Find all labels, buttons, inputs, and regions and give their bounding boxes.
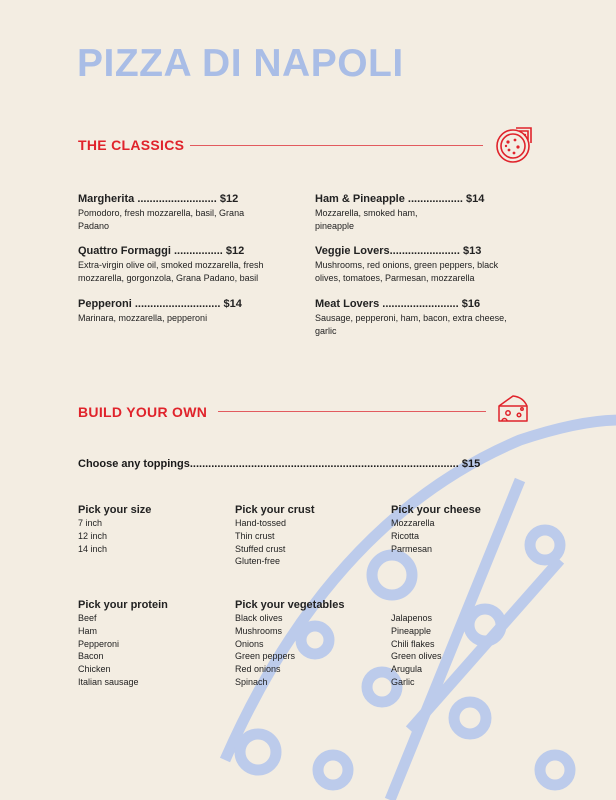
item-price: $14	[223, 298, 242, 310]
menu-item-margherita	[78, 192, 270, 233]
menu-item-meat-lovers	[315, 297, 515, 338]
option-item: Hand-tossed	[235, 518, 287, 528]
item-price: $16	[461, 298, 481, 310]
section-heading-build-your-own: BUILD YOUR OWN	[78, 404, 208, 420]
build-divider	[218, 411, 486, 412]
crust-header: Pick your crust	[235, 504, 315, 516]
classics-divider	[190, 145, 483, 146]
option-item: Chili flakes	[391, 638, 435, 649]
item-name: Margherita	[78, 193, 135, 205]
menu-item-veggie-lovers	[315, 244, 515, 285]
item-name: Quattro Formaggi	[78, 245, 171, 257]
item-price: $14	[466, 193, 485, 205]
protein-header: Pick your protein	[78, 599, 168, 611]
option-item: Spinach	[235, 676, 268, 687]
item-description: Extra-virgin olive oil, smoked mozzarella, fresh mozzarella, gorgonzola, Grana Padano, basil	[78, 260, 264, 283]
menu-item-quattro-formaggi	[78, 244, 270, 285]
item-description: Mushrooms, red onions, green peppers, black olives, tomatoes, Parmesan, mozzarella	[315, 260, 499, 283]
option-item: Pepperoni	[78, 638, 120, 649]
item-dots: ..........................	[137, 193, 217, 205]
restaurant-title: PIZZA DI NAPOLI	[77, 42, 404, 85]
toppings-dots: ........................................................................................	[189, 458, 459, 470]
option-item: Pineapple	[391, 625, 432, 636]
item-name: Pepperoni	[78, 298, 132, 310]
option-item: Thin crust	[235, 530, 275, 541]
crust-options	[235, 503, 314, 568]
cheese-options	[391, 503, 481, 555]
option-item: Black olives	[235, 613, 283, 623]
item-name: Ham & Pineapple	[315, 193, 405, 205]
option-item: Parmesan	[391, 543, 433, 554]
option-item: Onions	[235, 638, 264, 649]
more-vegetable-options	[391, 612, 442, 689]
item-description: Sausage, pepperoni, ham, bacon, extra cheese, garlic	[315, 313, 507, 336]
cheese-icon	[496, 393, 530, 425]
option-item: Mushrooms	[235, 625, 283, 636]
option-item: Mozzarella	[391, 518, 435, 528]
vegetable-options	[235, 598, 344, 689]
item-dots: .........................	[382, 298, 459, 310]
option-item: Arugula	[391, 664, 423, 675]
option-item: Stuffed crust	[235, 543, 286, 554]
menu-item-pepperoni	[78, 297, 270, 325]
option-item: Red onions	[235, 664, 281, 675]
pizza-icon	[494, 125, 534, 165]
cheese-header: Pick your cheese	[391, 504, 481, 516]
vegetables-header: Pick your vegetables	[235, 599, 345, 611]
option-item: Green olives	[391, 651, 442, 662]
item-dots: .......................	[389, 245, 460, 257]
option-item: Garlic	[391, 676, 415, 687]
item-description: Marinara, mozzarella, pepperoni	[78, 313, 208, 323]
option-item: Chicken	[78, 664, 111, 675]
option-item: Jalapenos	[391, 613, 433, 623]
option-item: Green peppers	[235, 651, 296, 662]
option-item: 14 inch	[78, 543, 108, 554]
option-item: Italian sausage	[78, 676, 139, 687]
menu-item-ham-pineapple	[315, 192, 485, 233]
option-item: Beef	[78, 613, 97, 623]
toppings-label: Choose any toppings	[78, 458, 190, 470]
option-item: Ham	[78, 625, 98, 636]
item-price: $13	[462, 245, 482, 257]
item-description: Pomodoro, fresh mozzarella, basil, Grana Padano	[78, 208, 245, 231]
toppings-line	[78, 458, 508, 470]
option-item: Ricotta	[391, 530, 420, 541]
size-options	[78, 503, 151, 555]
item-price: $12	[219, 193, 239, 205]
section-heading-classics: THE CLASSICS	[78, 137, 185, 153]
item-description: Mozzarella, smoked ham, pineapple	[315, 208, 418, 231]
item-name: Veggie Lovers	[315, 245, 390, 257]
item-name: Meat Lovers	[315, 298, 380, 310]
option-item: Gluten-free	[235, 556, 281, 567]
option-item: Bacon	[78, 651, 104, 662]
item-price: $12	[225, 245, 245, 257]
item-dots: ..................	[407, 193, 463, 205]
size-header: Pick your size	[78, 504, 152, 516]
toppings-price: $15	[461, 458, 481, 470]
option-item: 12 inch	[78, 530, 108, 541]
item-dots: ................	[173, 245, 223, 257]
item-dots: ............................	[134, 298, 221, 310]
option-item: 7 inch	[78, 518, 103, 528]
protein-options	[78, 598, 168, 689]
